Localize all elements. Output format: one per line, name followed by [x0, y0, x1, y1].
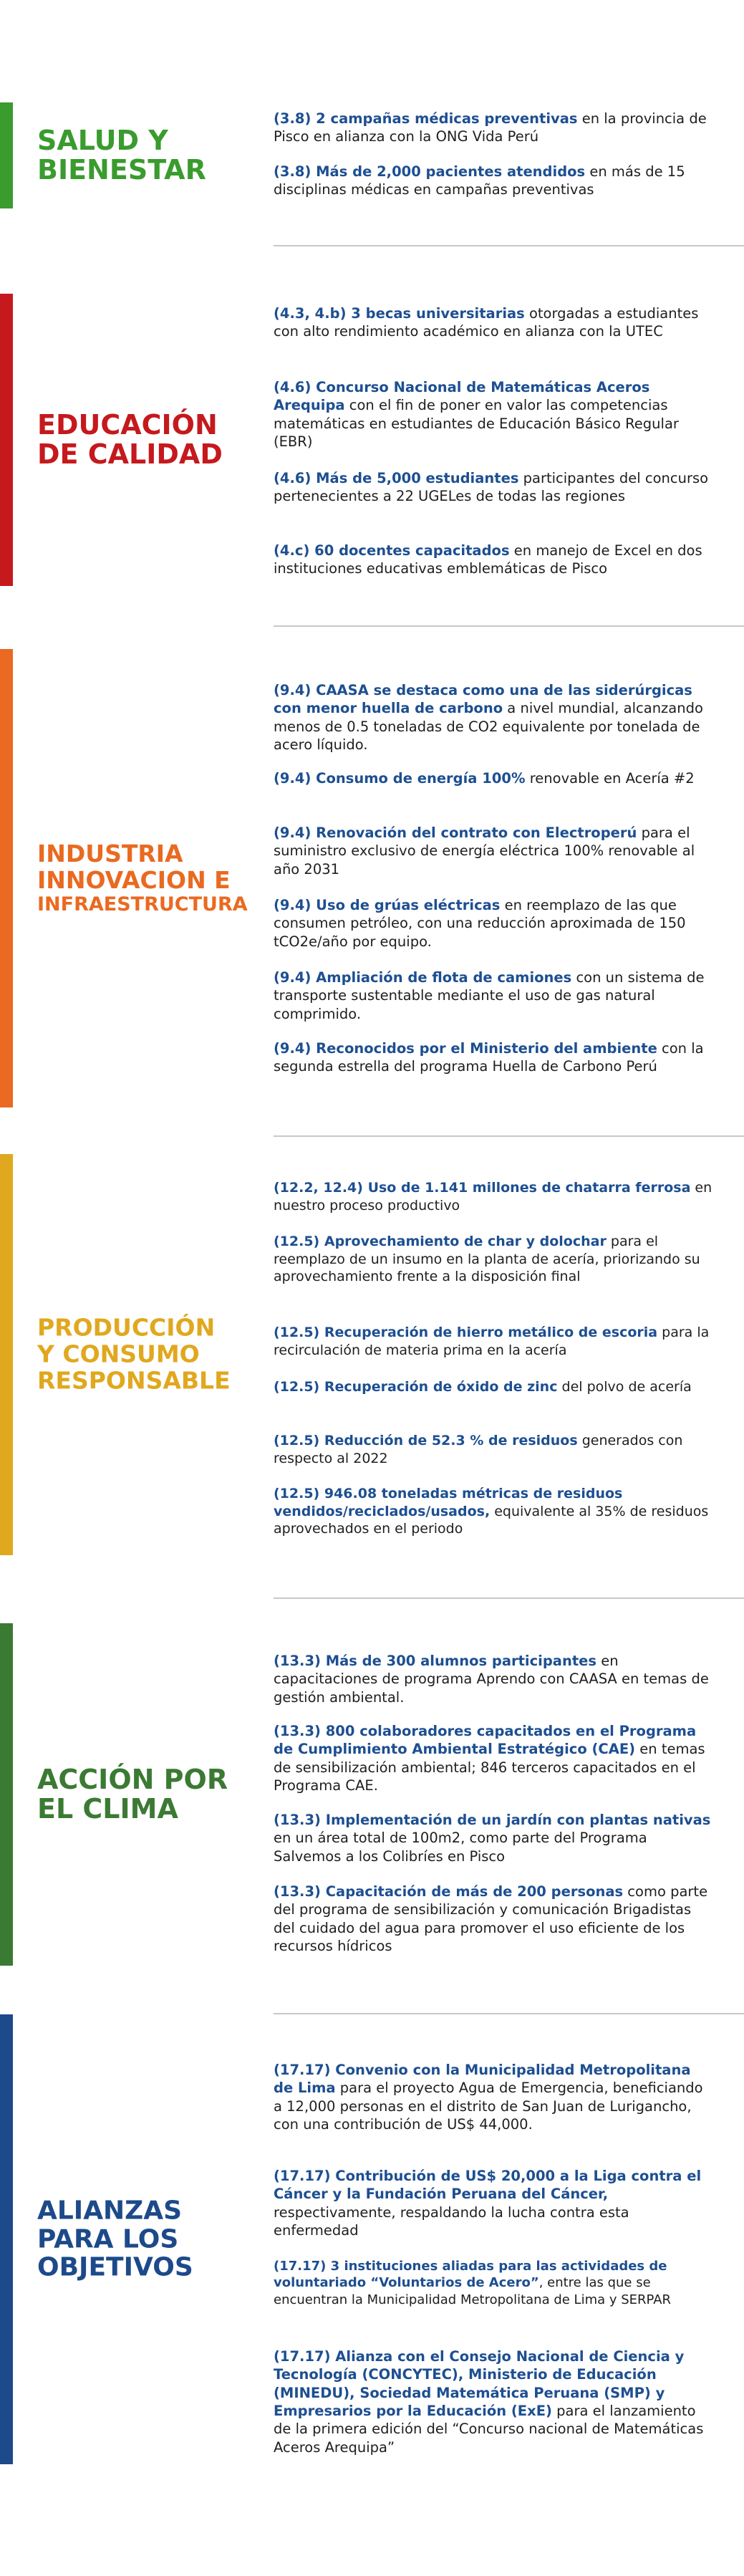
list-item: (13.3) Más de 300 alumnos participantes en capacitaciones de programa Aprendo con CAASA en temas de gestión ambiental. [274, 1653, 709, 1706]
section-title: ALIANZAS PARA LOS OBJETIVOS [37, 2196, 193, 2282]
section-salud [0, 102, 744, 208]
section-title: INDUSTRIA INNOVACION E INFRAESTRUCTURA [37, 839, 248, 915]
section-color-bar [0, 649, 13, 1107]
section-title: EDUCACIÓN DE CALIDAD [37, 408, 223, 470]
list-item: (12.5) Aprovechamiento de char y dolochar para el reemplazo de un insumo en la planta de acería, priorizando su aprovechamiento frente a la disposición final [274, 1234, 700, 1285]
list-item: (3.8) Más de 2,000 pacientes atendidos en más de 15 disciplinas médicas en campañas preventivas [274, 163, 685, 198]
list-item: (13.3) Implementación de un jardín con plantas nativas en un área total de 100m2, como parte del Programa Salvemos a los Colibríes en Pisco [274, 1812, 711, 1865]
section-educacion [0, 294, 744, 586]
list-item: (17.17) Contribución de US$ 20,000 a la Liga contra el Cáncer y la Fundación Peruana del Cáncer, respectivamente, respaldando la lucha contra esta enfermedad [274, 2168, 702, 2239]
section-color-bar [0, 1623, 13, 1966]
list-item: (9.4) Reconocidos por el Ministerio del ambiente con la segunda estrella del programa Huella de Carbono Perú [274, 1040, 704, 1075]
list-item: (3.8) 2 campañas médicas preventivas en la provincia de Pisco en alianza con la ONG Vida Perú [274, 110, 707, 145]
list-item: (9.4) Consumo de energía 100% renovable en Acería #2 [274, 770, 695, 787]
section-title: PRODUCCIÓN Y CONSUMO RESPONSABLE [37, 1313, 231, 1395]
section-color-bar [0, 1154, 13, 1555]
section-divider [274, 1597, 744, 1599]
section-alianzas [0, 2014, 744, 2464]
section-divider [274, 1135, 744, 1137]
list-item: (17.17) Alianza con el Consejo Nacional de Ciencia y Tecnología (CONCYTEC), Ministerio de Educación (MINEDU), Sociedad Matemática Peruana (SMP) y Empresarios por la Educación (ExE) para el lanzamiento de la primera edición del “Concurso nacional de Matemáticas Aceros Arequipa” [274, 2348, 704, 2456]
list-item: (13.3) Capacitación de más de 200 personas como parte del programa de sensibilización y comunicación Brigadistas del cuidado del agua para promover el uso eficiente de los recursos hídricos [274, 1883, 708, 1955]
section-accion [0, 1623, 744, 1966]
list-item: (9.4) Renovación del contrato con Electroperú para el suministro exclusivo de energía eléctrica 100% renovable al año 2031 [274, 825, 695, 878]
section-divider [274, 245, 744, 246]
list-item: (12.5) Recuperación de hierro metálico de escoria para la recirculación de materia prima en la acería [274, 1325, 710, 1358]
section-title: ACCIÓN POR EL CLIMA [37, 1763, 228, 1825]
list-item: (4.6) Concurso Nacional de Matemáticas Aceros Arequipa con el fin de poner en valor las competencias matemáticas en estudiantes de Educación Básico Regular (EBR) [274, 379, 679, 451]
list-item: (12.5) Recuperación de óxido de zinc del polvo de acería [274, 1379, 692, 1395]
list-item: (9.4) Ampliación de flota de camiones con un sistema de transporte sustentable mediante el uso de gas natural comprimido. [274, 969, 705, 1022]
section-divider [274, 625, 744, 627]
list-item: (12.5) Reducción de 52.3 % de residuos generados con respecto al 2022 [274, 1433, 683, 1466]
list-item: (4.3, 4.b) 3 becas universitarias otorgadas a estudiantes con alto rendimiento académico en alianza con la UTEC [274, 305, 699, 340]
list-item: (4.6) Más de 5,000 estudiantes participantes del concurso pertenecientes a 22 UGELes de todas las regiones [274, 470, 709, 505]
section-industria [0, 649, 744, 1107]
list-item: (12.5) 946.08 toneladas métricas de residuos vendidos/reciclados/usados, equivalente al 35% de residuos aprovechados en el periodo [274, 1486, 709, 1537]
section-color-bar [0, 102, 13, 208]
list-item: (9.4) Uso de grúas eléctricas en reemplazo de las que consumen petróleo, con una reducción aproximada de 150 tCO2e/año por equipo. [274, 897, 686, 950]
section-title: SALUD Y BIENESTAR [37, 124, 206, 186]
list-item: (4.c) 60 docentes capacitados en manejo de Excel en dos instituciones educativas emblemáticas de Pisco [274, 542, 702, 577]
section-color-bar [0, 2014, 13, 2464]
list-item: (13.3) 800 colaboradores capacitados en el Programa de Cumplimiento Ambiental Estratégico (CAE) en temas de sensibilización ambiental; 846 terceros capacitados en el Programa CAE. [274, 1723, 705, 1794]
list-item: (9.4) CAASA se destaca como una de las siderúrgicas con menor huella de carbono a nivel mundial, alcanzando menos de 0.5 toneladas de CO2 equivalente por tonelada de acero líquido. [274, 682, 703, 754]
list-item: (17.17) Convenio con la Municipalidad Metropolitana de Lima para el proyecto Agua de Emergencia, beneficiando a 12,000 personas en el distrito de San Juan de Lurigancho, con una contribución de US$ 44,000. [274, 2062, 703, 2133]
section-produccion [0, 1154, 744, 1555]
list-item: (17.17) 3 instituciones aliadas para las actividades de voluntariado “Voluntarios de Acero”, entre las que se encuentran la Municipalidad Metropolitana de Lima y SERPAR [274, 2259, 672, 2307]
section-color-bar [0, 294, 13, 586]
list-item: (12.2, 12.4) Uso de 1.141 millones de chatarra ferrosa en nuestro proceso productivo [274, 1180, 712, 1213]
